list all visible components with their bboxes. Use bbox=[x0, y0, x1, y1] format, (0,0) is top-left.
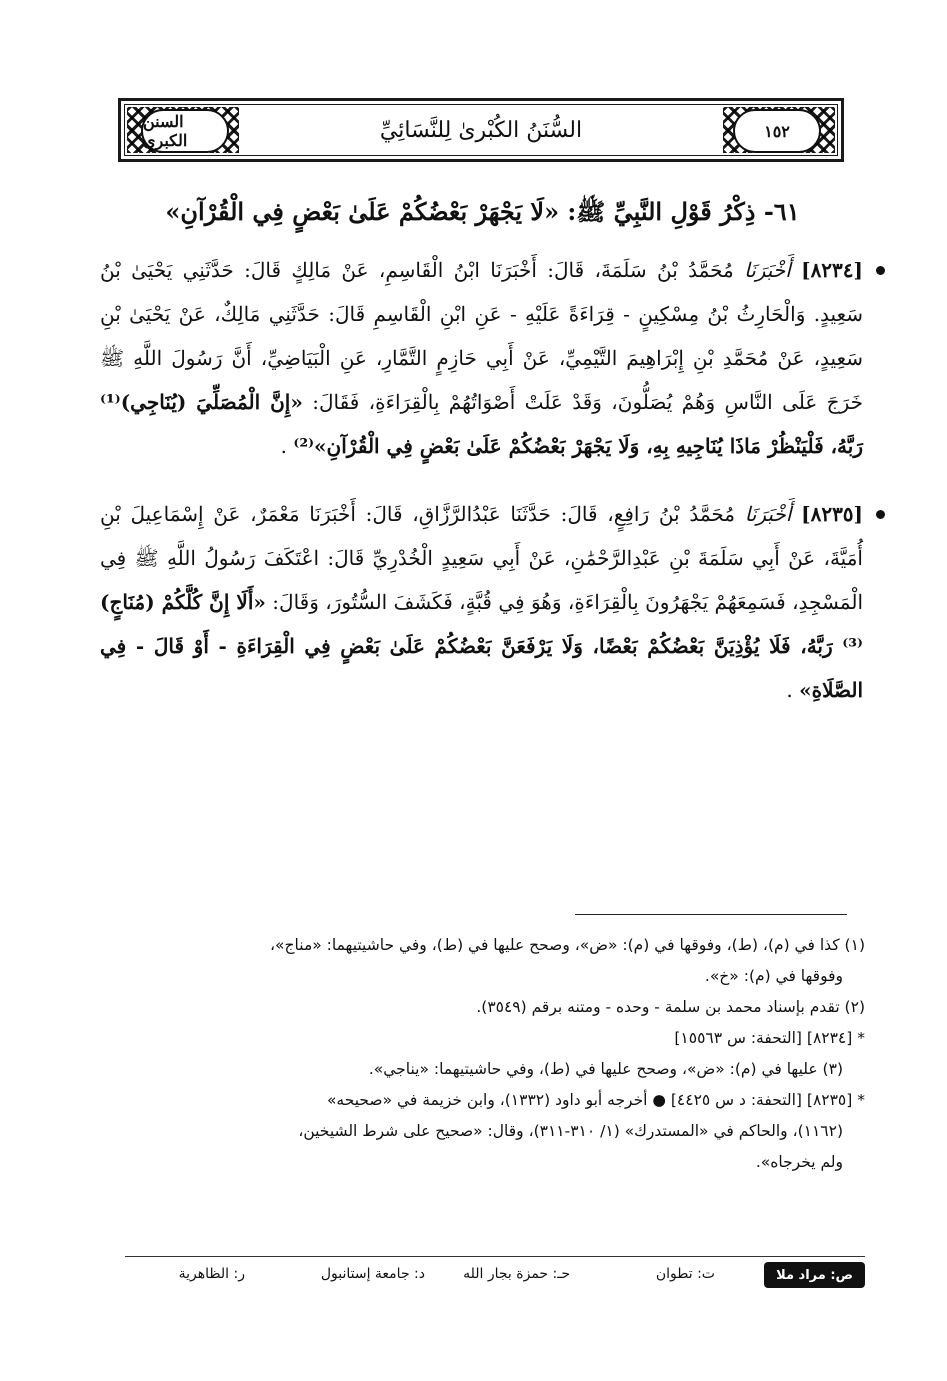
footnote-3: (٣) عليها في (م): «ض»، وصحح عليها في (ط)، وفي حاشيتيهما: «يناجي». bbox=[368, 1060, 843, 1078]
hadith-isnad: مُحَمَّدُ بْنُ سَلَمَةَ، قَالَ: أَخْبَرَنَا ابْنُ الْقَاسِمِ، عَنْ مَالِكٍ قَالَ: حَدَّثَنِي يَحْيَىٰ بْنُ سَعِيدٍ. وَالْحَارِثُ بْنُ مِسْكِينٍ - قِرَاءَةً عَلَيْهِ - عَنِ ابْنِ الْقَاسِمِ قَالَ: حَدَّثَنِي مَالِكٌ، عَنْ يَحْيَىٰ بْنِ سَعِيدٍ، عَنْ مُحَمَّدِ بْنِ إِبْرَاهِيمَ التَّيْمِيِّ، عَنْ أَبِي حَازِمٍ التَّمَّارِ، عَنِ الْبَيَاضِيِّ، أَنَّ رَسُولَ اللَّهِ ﷺ خَرَجَ عَلَى النَّاسِ وَهُمْ يُصَلُّونَ، وَقَدْ عَلَتْ أَصْوَاتُهُمْ بِالْقِرَاءَةِ، فَقَالَ: bbox=[100, 258, 863, 414]
running-header bbox=[118, 98, 844, 162]
hadith-matn: «أَلَا إِنَّ كُلَّكُمْ (مُنَاجٍ)⁽³⁾ رَبَّهُ، فَلَا يُؤْذِيَنَّ بَعْضُكُمْ بَعْضًا، وَلَا يَرْفَعَنَّ بَعْضُكُمْ عَلَىٰ بَعْضٍ فِي الْقِرَاءَةِ - أَوْ قَالَ - فِي الصَّلَاةِ» bbox=[100, 590, 863, 702]
source-item: حـ: حمزة بجار الله bbox=[463, 1266, 570, 1282]
book-title: السُّنَنُ الكُبْرىٰ لِلنَّسَائِيِّ bbox=[379, 117, 583, 143]
footnote-2: (٢) تقدم بإسناد محمد بن سلمة - وحده - ومتنه برقم (٣٥٤٩). bbox=[476, 998, 865, 1016]
bottom-divider bbox=[125, 1256, 865, 1257]
hadith-number: [٨٢٣٥] bbox=[801, 502, 864, 526]
source-item: ر: الظاهرية bbox=[178, 1266, 245, 1282]
bullet-icon bbox=[876, 266, 885, 275]
hadith-end: . bbox=[786, 678, 793, 702]
footnote-1: (١) كذا في (م)، (ط)، وفوقها في (م): «ض»، وصحح عليها في (ط)، وفي حاشيتيهما: «مناج»، bbox=[270, 936, 865, 954]
page-number: ١٥٢ bbox=[733, 109, 821, 153]
hadith-end: . bbox=[280, 434, 287, 458]
hadith-8234 bbox=[100, 248, 865, 468]
source-badge: ص: مراد ملا bbox=[764, 1262, 865, 1288]
hadith-opening: أَخْبَرَنَا bbox=[744, 258, 791, 282]
book-emblem-medallion: السنن الكبرى bbox=[141, 109, 229, 153]
footnote-divider bbox=[575, 914, 847, 915]
takhrij-8235: * [٨٢٣٥] [التحفة: د س ٤٤٢٥] ● أخرجه أبو داود (١٣٣٢)، وابن خزيمة في «صحيحه» bbox=[326, 1091, 865, 1109]
main-text bbox=[100, 190, 865, 736]
hadith-number: [٨٢٣٤] bbox=[801, 258, 863, 282]
hadith-opening: أَخْبَرَنَا bbox=[744, 502, 792, 526]
takhrij-8235-continued: (١١٦٢)، والحاكم في «المستدرك» (١/ ٣١٠-٣١١)، وقال: «صحيح على شرط الشيخين، bbox=[298, 1122, 843, 1140]
footnotes bbox=[100, 930, 865, 1178]
hadith-matn: «إِنَّ الْمُصَلِّيَ (يُنَاجِي)⁽¹⁾ رَبَّهُ، فَلْيَنْظُرْ مَاذَا يُنَاجِيهِ بِهِ، وَلَا يَجْهَرْ بَعْضُكُمْ عَلَىٰ بَعْضٍ فِي الْقُرْآنِ»⁽²⁾ bbox=[100, 390, 863, 458]
source-item: د: جامعة إستانبول bbox=[320, 1266, 425, 1282]
hadith-8235 bbox=[100, 492, 865, 712]
bullet-icon bbox=[876, 510, 885, 519]
takhrij-8234: * [٨٢٣٤] [التحفة: س ١٥٥٦٣] bbox=[674, 1029, 865, 1047]
hadith-isnad: مُحَمَّدُ بْنُ رَافِعٍ، قَالَ: حَدَّثَنَا عَبْدُالرَّزَّاقِ، قَالَ: أَخْبَرَنَا مَعْمَرٌ، عَنْ إِسْمَاعِيلَ بْنِ أُمَيَّةَ، عَنْ أَبِي سَلَمَةَ بْنِ عَبْدِالرَّحْمَٰنِ، عَنْ أَبِي سَعِيدٍ الْخُدْرِيِّ قَالَ: اعْتَكَفَ رَسُولُ اللَّهِ ﷺ فِي الْمَسْجِدِ، فَسَمِعَهُمْ يَجْهَرُونَ بِالْقِرَاءَةِ، وَهُوَ فِي قُبَّةٍ، فَكَشَفَ السُّتُورَ، وَقَالَ: bbox=[100, 502, 864, 614]
chapter-title: ٦١- ذِكْرُ قَوْلِ النَّبِيِّ ﷺ: «لَا يَجْهَرْ بَعْضُكُمْ عَلَىٰ بَعْضٍ فِي الْقُرْآنِ» bbox=[165, 197, 800, 226]
source-item: ت: تطوان bbox=[655, 1266, 715, 1282]
takhrij-8235-end: ولم يخرجاه». bbox=[755, 1153, 843, 1171]
manuscript-sources bbox=[125, 1262, 865, 1290]
footnote-1-continued: وفوقها في (م): «خ». bbox=[704, 967, 843, 985]
